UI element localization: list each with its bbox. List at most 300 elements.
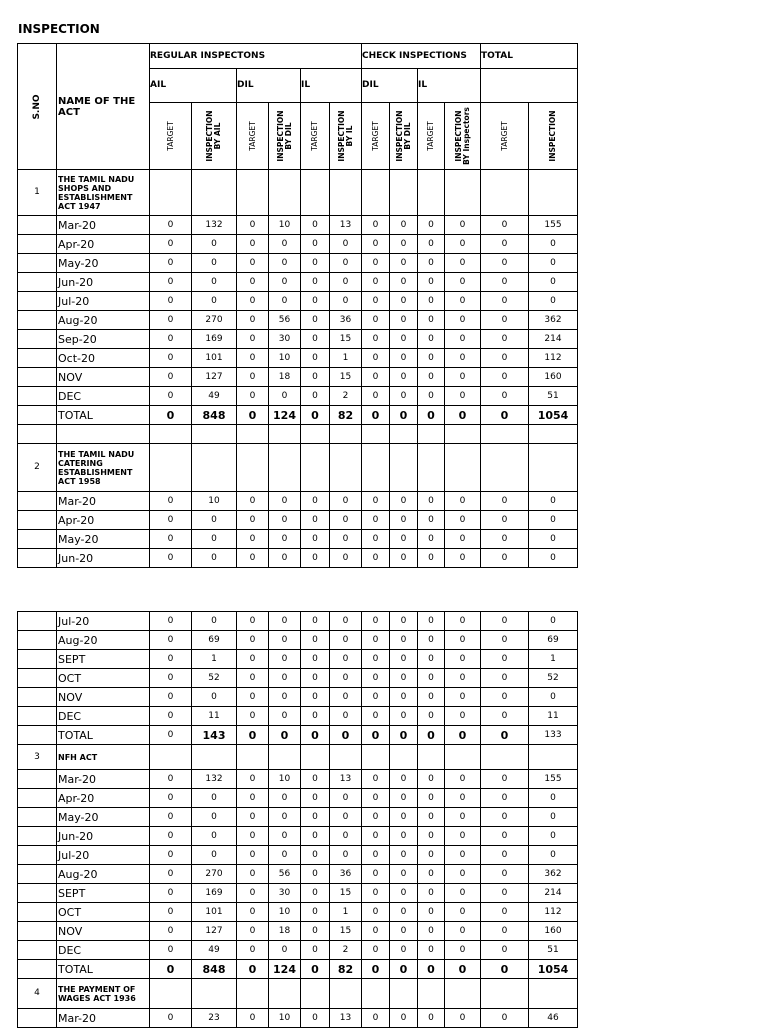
value-cell: 0 [445,688,481,707]
row-label: Apr-20 [57,511,150,530]
empty-cell [481,425,529,444]
value-cell: 0 [481,770,529,789]
value-cell: 0 [362,808,390,827]
table-row [18,865,578,884]
value-cell: 30 [269,884,301,903]
value-cell: 1 [330,903,362,922]
value-cell: 15 [330,368,362,387]
value-cell: 0 [445,903,481,922]
value-cell: 0 [330,235,362,254]
table-row [18,770,578,789]
row-label: Oct-20 [57,349,150,368]
value-cell: 0 [192,530,237,549]
value-cell: 0 [301,368,330,387]
value-cell: 0 [481,726,529,745]
value-cell: 0 [301,846,330,865]
value-cell: 0 [269,549,301,568]
empty-cell [301,425,330,444]
table-row [18,549,578,568]
empty-cell [445,425,481,444]
empty-cell [362,979,390,1009]
value-cell: 0 [150,216,192,235]
sno-cell [18,387,57,406]
empty-cell [418,170,445,216]
value-cell: 0 [269,273,301,292]
value-cell: 0 [445,530,481,549]
value-cell: 0 [481,941,529,960]
value-cell: 0 [445,216,481,235]
value-cell: 0 [301,612,330,631]
total-row [18,726,578,745]
table-row [18,612,578,631]
value-cell: 0 [237,292,269,311]
value-cell: 0 [362,492,390,511]
value-cell: 0 [362,903,390,922]
value-cell: 214 [529,884,578,903]
total-header: TOTAL [481,44,578,69]
act-row [18,745,578,770]
value-cell: 0 [362,770,390,789]
row-label: May-20 [57,808,150,827]
empty-cell [445,745,481,770]
row-label: Jun-20 [57,827,150,846]
value-cell: 0 [445,511,481,530]
table-row [18,846,578,865]
inspection-by-inspectors-header-label: INSPECTION BY Inspectors [453,107,471,165]
sno-cell [18,688,57,707]
empty-cell [529,444,578,492]
empty-cell [330,444,362,492]
row-label: May-20 [57,530,150,549]
value-cell: 0 [150,688,192,707]
value-cell: 0 [301,549,330,568]
table-row [18,292,578,311]
value-cell: 0 [330,726,362,745]
value-cell: 0 [390,941,418,960]
value-cell: 0 [481,406,529,425]
value-cell: 0 [390,311,418,330]
value-cell: 15 [330,922,362,941]
value-cell: 0 [481,612,529,631]
value-cell: 0 [269,254,301,273]
sno-cell [18,960,57,979]
value-cell: 0 [445,254,481,273]
value-cell: 0 [301,789,330,808]
value-cell: 0 [269,631,301,650]
value-cell: 0 [390,960,418,979]
value-cell: 0 [330,530,362,549]
value-cell: 0 [362,827,390,846]
value-cell: 0 [418,235,445,254]
empty-cell [481,979,529,1009]
value-cell: 0 [237,511,269,530]
value-cell: 0 [301,808,330,827]
value-cell: 0 [418,387,445,406]
row-label: Jun-20 [57,273,150,292]
value-cell: 0 [390,511,418,530]
value-cell: 101 [192,903,237,922]
value-cell: 0 [150,368,192,387]
empty-cell [301,745,330,770]
dil-header: DIL [237,69,301,103]
table-row [18,631,578,650]
value-cell: 0 [362,549,390,568]
value-cell: 0 [269,941,301,960]
inspection-by-il-header [330,103,362,170]
value-cell: 0 [418,349,445,368]
value-cell: 0 [237,273,269,292]
empty-cell [390,444,418,492]
empty-cell [192,745,237,770]
value-cell: 0 [301,511,330,530]
table-row [18,827,578,846]
table-row [18,884,578,903]
empty-cell [150,170,192,216]
inspection-by-ail-header [192,103,237,170]
value-cell: 0 [418,254,445,273]
sno-cell [18,273,57,292]
value-cell: 0 [237,530,269,549]
table-row [18,511,578,530]
value-cell: 0 [192,254,237,273]
row-label: TOTAL [57,960,150,979]
inspection-by-dil-header-label: INSPECTION BY DIL [394,110,412,162]
value-cell: 0 [301,273,330,292]
value-cell: 0 [362,330,390,349]
act-name: THE TAMIL NADU CATERING ESTABLISHMENT ACT 1958 [57,444,150,492]
value-cell: 0 [150,941,192,960]
value-cell: 0 [301,922,330,941]
inspection-header [529,103,578,170]
value-cell: 0 [445,827,481,846]
value-cell: 0 [362,707,390,726]
value-cell: 0 [418,846,445,865]
value-cell: 0 [150,707,192,726]
value-cell: 0 [237,726,269,745]
value-cell: 0 [481,492,529,511]
sno-cell: 2 [18,444,57,492]
row-label: Aug-20 [57,865,150,884]
value-cell: 0 [330,292,362,311]
value-cell: 214 [529,330,578,349]
value-cell: 0 [269,808,301,827]
value-cell: 0 [237,688,269,707]
sno-cell [18,789,57,808]
value-cell: 0 [529,254,578,273]
row-label: Mar-20 [57,216,150,235]
empty-cell [150,444,192,492]
sno-cell: 1 [18,170,57,216]
value-cell: 0 [390,349,418,368]
table-row [18,688,578,707]
value-cell: 0 [301,387,330,406]
value-cell: 0 [481,865,529,884]
value-cell: 0 [481,311,529,330]
value-cell: 51 [529,387,578,406]
value-cell: 0 [390,530,418,549]
value-cell: 0 [529,511,578,530]
value-cell: 0 [301,650,330,669]
value-cell: 0 [362,1009,390,1028]
value-cell: 0 [445,770,481,789]
page-title: INSPECTION [18,22,100,36]
value-cell: 0 [445,1009,481,1028]
value-cell: 0 [390,669,418,688]
value-cell: 270 [192,865,237,884]
empty-cell [192,444,237,492]
value-cell: 0 [362,726,390,745]
value-cell: 101 [192,349,237,368]
target-header-label: TARGET [165,121,175,151]
sno-cell: 3 [18,745,57,770]
value-cell: 0 [330,549,362,568]
value-cell: 0 [362,631,390,650]
empty-cell [330,979,362,1009]
value-cell: 0 [301,669,330,688]
value-cell: 0 [445,941,481,960]
value-cell: 0 [362,789,390,808]
value-cell: 0 [301,349,330,368]
value-cell: 0 [237,827,269,846]
table-row [18,530,578,549]
value-cell: 0 [150,254,192,273]
value-cell: 69 [529,631,578,650]
value-cell: 0 [418,368,445,387]
empty-cell [150,745,192,770]
value-cell: 0 [150,406,192,425]
value-cell: 0 [237,216,269,235]
sno-cell [18,846,57,865]
row-label: May-20 [57,254,150,273]
act-name: NFH ACT [57,745,150,770]
row-label: DEC [57,707,150,726]
value-cell: 1054 [529,960,578,979]
sno-cell [18,511,57,530]
table-row [18,235,578,254]
empty-cell [301,444,330,492]
value-cell: 0 [418,688,445,707]
value-cell: 0 [390,726,418,745]
sno-cell [18,216,57,235]
value-cell: 0 [390,650,418,669]
value-cell: 112 [529,349,578,368]
act-row [18,979,578,1009]
value-cell: 0 [445,726,481,745]
value-cell: 0 [330,612,362,631]
value-cell: 0 [150,865,192,884]
value-cell: 0 [362,865,390,884]
value-cell: 0 [301,216,330,235]
value-cell: 0 [418,530,445,549]
value-cell: 0 [418,960,445,979]
target-header [150,103,192,170]
header-row-1 [18,44,578,69]
empty-cell [330,425,362,444]
row-label: NOV [57,688,150,707]
empty-cell [269,425,301,444]
empty-cell [269,979,301,1009]
value-cell: 0 [237,669,269,688]
value-cell: 1 [192,650,237,669]
value-cell: 0 [390,922,418,941]
value-cell: 0 [390,884,418,903]
value-cell: 0 [150,726,192,745]
sno-cell [18,903,57,922]
empty-cell [150,425,192,444]
ail-header: AIL [150,69,237,103]
value-cell: 0 [445,311,481,330]
value-cell: 0 [362,406,390,425]
value-cell: 1054 [529,406,578,425]
empty-cell [362,745,390,770]
empty-cell [529,745,578,770]
value-cell: 0 [269,235,301,254]
empty-cell [362,444,390,492]
empty-cell [390,170,418,216]
act-name: THE TAMIL NADU SHOPS AND ESTABLISHMENT ACT 1947 [57,170,150,216]
value-cell: 0 [269,492,301,511]
inspection-by-dil-header [390,103,418,170]
value-cell: 0 [390,330,418,349]
value-cell: 0 [269,511,301,530]
row-label: Jun-20 [57,549,150,568]
empty-cell [362,170,390,216]
spacer-row [18,425,578,444]
value-cell: 0 [481,273,529,292]
row-label: SEPT [57,650,150,669]
empty-cell [269,444,301,492]
value-cell: 0 [192,688,237,707]
row-label: Jul-20 [57,612,150,631]
value-cell: 0 [301,492,330,511]
row-label: Sep-20 [57,330,150,349]
empty-cell [390,425,418,444]
row-label: SEPT [57,884,150,903]
total-row [18,960,578,979]
empty-cell [330,170,362,216]
table-row [18,922,578,941]
value-cell: 0 [481,235,529,254]
inspection-table-page-2 [17,611,578,1028]
empty-cell [18,425,57,444]
value-cell: 0 [301,884,330,903]
value-cell: 362 [529,865,578,884]
value-cell: 0 [362,511,390,530]
value-cell: 0 [330,631,362,650]
empty-cell [192,425,237,444]
value-cell: 49 [192,387,237,406]
value-cell: 0 [301,941,330,960]
sno-cell [18,827,57,846]
value-cell: 0 [362,368,390,387]
value-cell: 0 [418,292,445,311]
value-cell: 13 [330,1009,362,1028]
value-cell: 0 [301,254,330,273]
value-cell: 0 [150,669,192,688]
table-row [18,387,578,406]
act-row [18,170,578,216]
value-cell: 11 [192,707,237,726]
value-cell: 0 [150,846,192,865]
value-cell: 0 [150,330,192,349]
row-label: OCT [57,669,150,688]
empty-cell [418,425,445,444]
value-cell: 0 [301,311,330,330]
value-cell: 0 [192,846,237,865]
value-cell: 0 [150,922,192,941]
sno-cell [18,770,57,789]
value-cell: 0 [445,492,481,511]
value-cell: 0 [418,1009,445,1028]
empty-cell [301,979,330,1009]
sno-cell [18,235,57,254]
table-row [18,330,578,349]
value-cell: 0 [150,631,192,650]
value-cell: 0 [418,406,445,425]
sno-cell [18,865,57,884]
value-cell: 0 [481,669,529,688]
row-label: NOV [57,922,150,941]
value-cell: 0 [362,235,390,254]
empty-cell [418,745,445,770]
value-cell: 0 [445,865,481,884]
value-cell: 0 [418,726,445,745]
value-cell: 0 [269,292,301,311]
row-label: DEC [57,387,150,406]
value-cell: 0 [390,612,418,631]
sno-cell [18,292,57,311]
value-cell: 0 [330,511,362,530]
value-cell: 0 [301,1009,330,1028]
sno-cell [18,406,57,425]
value-cell: 0 [445,631,481,650]
value-cell: 155 [529,216,578,235]
empty-cell [269,170,301,216]
value-cell: 0 [237,865,269,884]
sno-cell [18,1009,57,1028]
value-cell: 0 [330,808,362,827]
value-cell: 0 [390,406,418,425]
value-cell: 0 [301,631,330,650]
act-name-header: NAME OF THE ACT [57,44,150,170]
value-cell: 0 [418,311,445,330]
value-cell: 0 [529,846,578,865]
target-header-label: TARGET [310,121,319,151]
target-header [237,103,269,170]
check-dil-header: DIL [362,69,418,103]
value-cell: 0 [529,549,578,568]
value-cell: 0 [481,216,529,235]
value-cell: 848 [192,960,237,979]
value-cell: 0 [150,349,192,368]
row-label: Aug-20 [57,631,150,650]
value-cell: 0 [390,292,418,311]
value-cell: 0 [362,349,390,368]
value-cell: 0 [445,846,481,865]
empty-cell [445,979,481,1009]
value-cell: 0 [301,292,330,311]
value-cell: 0 [150,311,192,330]
value-cell: 0 [418,330,445,349]
target-header [418,103,445,170]
value-cell: 0 [445,235,481,254]
value-cell: 23 [192,1009,237,1028]
value-cell: 0 [529,827,578,846]
value-cell: 0 [481,349,529,368]
value-cell: 0 [418,549,445,568]
value-cell: 0 [529,292,578,311]
value-cell: 169 [192,884,237,903]
